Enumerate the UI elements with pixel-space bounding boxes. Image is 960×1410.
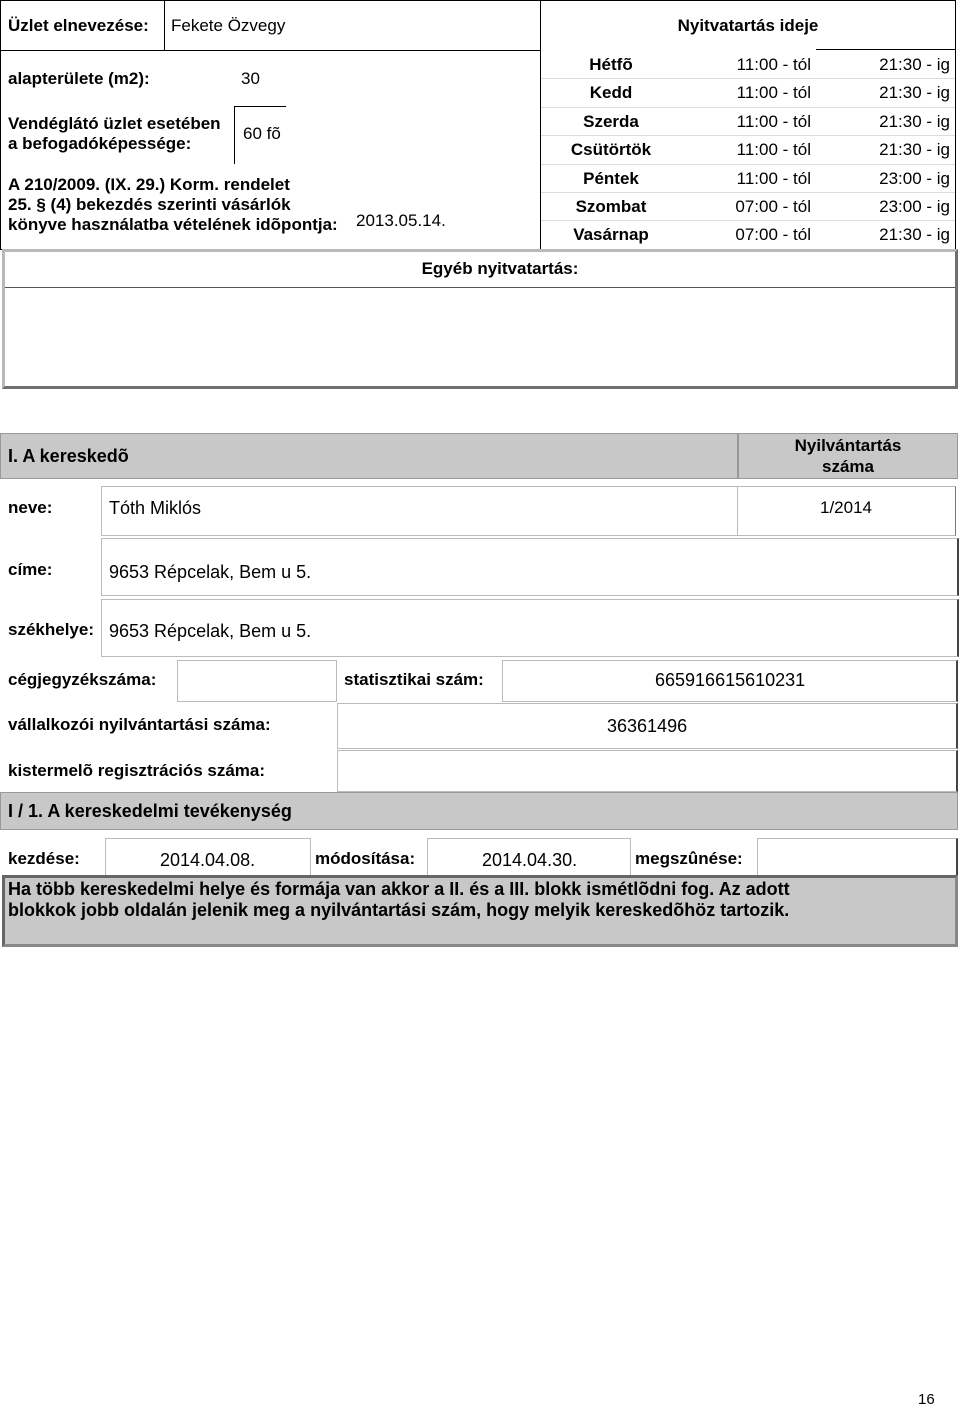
registry-value: 1/2014	[820, 498, 872, 517]
other-hours-value	[12, 300, 942, 324]
closing-time: 21:30 - ig	[879, 83, 950, 102]
closing-time: 21:30 - ig	[879, 55, 950, 74]
modified-label: módosítása:	[315, 849, 416, 868]
closing-time: 21:30 - ig	[879, 112, 950, 131]
weekday-label: Szombat	[575, 197, 647, 216]
name-value: Tóth Miklós	[109, 498, 202, 518]
opening-hours-title: Nyitvatartás ideje	[677, 16, 819, 35]
entrepreneur-value: 36361496	[607, 716, 688, 736]
area-label: alapterülete (m2):	[8, 69, 150, 88]
decree-label-3: könyve használatba vételének idõpontja:	[8, 215, 338, 234]
closing-time: 23:00 - ig	[879, 169, 950, 188]
weekday-label: Csütörtök	[570, 140, 652, 159]
name-label: neve:	[8, 498, 53, 517]
capacity-label-1: Vendéglátó üzlet esetében	[8, 114, 221, 133]
start-label: kezdése:	[8, 849, 80, 868]
merchant-section-title: I. A kereskedõ	[8, 446, 129, 466]
closing-time: 23:00 - ig	[879, 197, 950, 216]
activity-note: Ha több kereskedelmi helye és formája van akkor a II. és a III. blokk ismétlõdni fog. Az adott blokkok jobb oldalán jelenik meg a nyilvántartási szám, hogy melyik kereskedõhöz tartozik.	[8, 879, 790, 920]
capacity-label-2: a befogadóképessége:	[8, 134, 192, 153]
decree-value: 2013.05.14.	[356, 211, 446, 230]
weekday-label: Hétfõ	[589, 55, 633, 74]
page-number: 16	[918, 1391, 935, 1408]
shop-name-value: Fekete Özvegy	[171, 16, 286, 35]
opening-time: 07:00 - tól	[735, 225, 811, 244]
producer-label: kistermelõ regisztrációs száma:	[8, 761, 266, 780]
entrepreneur-label: vállalkozói nyilvántartási száma:	[8, 715, 271, 734]
address-value: 9653 Répcelak, Bem u 5.	[109, 562, 312, 582]
seat-label: székhelye:	[8, 620, 94, 639]
weekday-label: Péntek	[583, 169, 639, 188]
opening-time: 11:00 - tól	[736, 55, 811, 74]
company-reg-label: cégjegyzékszáma:	[8, 670, 157, 689]
opening-time: 07:00 - tól	[735, 197, 811, 216]
closing-time: 21:30 - ig	[879, 140, 950, 159]
opening-time: 11:00 - tól	[736, 112, 811, 131]
company-reg-field	[177, 660, 337, 702]
seat-value: 9653 Répcelak, Bem u 5.	[109, 621, 312, 641]
modified-value: 2014.04.30.	[482, 850, 578, 870]
registry-label-2: száma	[822, 457, 874, 476]
registry-label-1: Nyilvántartás	[794, 436, 902, 455]
end-label: megszûnése:	[635, 849, 743, 868]
decree-label-2: 25. § (4) bekezdés szerinti vásárlók	[8, 195, 291, 214]
closing-time: 21:30 - ig	[879, 225, 950, 244]
start-value: 2014.04.08.	[160, 850, 256, 870]
address-label: címe:	[8, 560, 53, 579]
weekday-label: Vasárnap	[573, 225, 649, 244]
decree-label-1: A 210/2009. (IX. 29.) Korm. rendelet	[8, 175, 290, 194]
opening-time: 11:00 - tól	[736, 83, 811, 102]
capacity-value: 60 fõ	[243, 124, 281, 143]
weekday-label: Szerda	[583, 112, 639, 131]
other-hours-label: Egyéb nyitvatartás:	[421, 259, 579, 278]
area-value: 30	[241, 69, 260, 88]
weekday-label: Kedd	[589, 83, 633, 102]
shop-name-label: Üzlet elnevezése:	[8, 16, 149, 35]
stat-label: statisztikai szám:	[344, 670, 484, 689]
opening-time: 11:00 - tól	[736, 140, 811, 159]
opening-time: 11:00 - tól	[736, 169, 811, 188]
activity-section-title: I / 1. A kereskedelmi tevékenység	[8, 801, 292, 821]
stat-value: 665916615610231	[655, 670, 806, 690]
